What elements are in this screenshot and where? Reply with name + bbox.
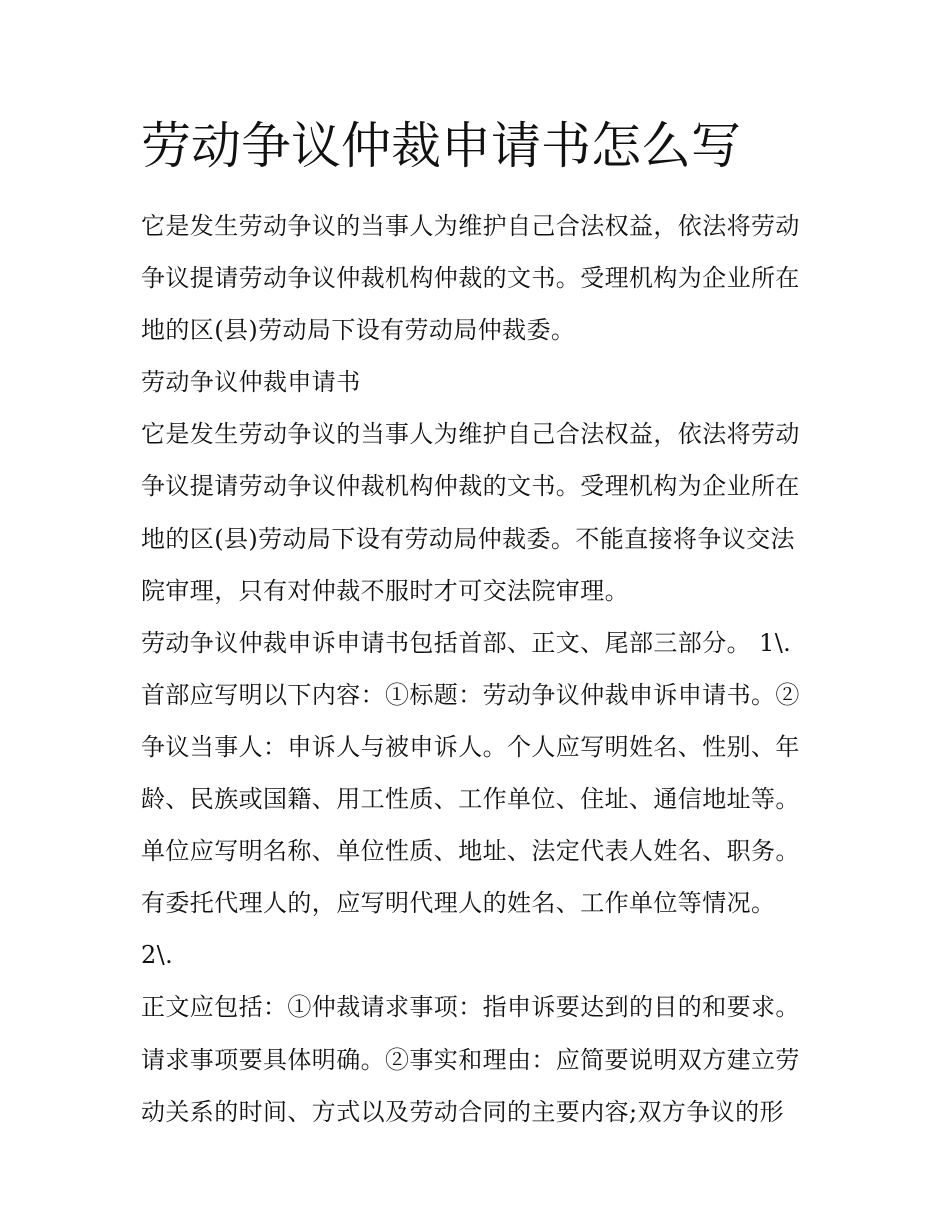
body-line: 劳动争议仲裁申诉申请书包括首部、正文、尾部三部分。 1\. bbox=[141, 628, 792, 657]
body-line: 地的区(县)劳动局下设有劳动局仲裁委。 bbox=[141, 316, 576, 345]
body-line: 院审理，只有对仲裁不服时才可交法院审理。 bbox=[141, 576, 629, 605]
body-line: 它是发生劳动争议的当事人为维护自己合法权益，依法将劳动 bbox=[141, 212, 800, 240]
body-line: 它是发生劳动争议的当事人为维护自己合法权益，依法将劳动 bbox=[141, 420, 800, 449]
body-line: 龄、民族或国籍、用工性质、工作单位、住址、通信地址等。 bbox=[141, 785, 800, 814]
document-title: 劳动争议仲裁申请书怎么写 bbox=[141, 117, 741, 175]
body-line: 正文应包括：①仲裁请求事项：指申诉要达到的目的和要求。 bbox=[141, 993, 800, 1022]
section-heading: 劳动争议仲裁申请书 bbox=[141, 368, 361, 397]
body-line: 首部应写明以下内容：①标题：劳动争议仲裁申诉申请书。② bbox=[141, 680, 800, 709]
body-line: 有委托代理人的，应写明代理人的姓名、工作单位等情况。 bbox=[141, 889, 776, 918]
body-line: 争议提请劳动争议仲裁机构仲裁的文书。受理机构为企业所在 bbox=[141, 472, 800, 501]
body-line: 单位应写明名称、单位性质、地址、法定代表人姓名、职务。 bbox=[141, 837, 800, 866]
body-line: 2\. bbox=[141, 941, 174, 970]
body-line: 请求事项要具体明确。②事实和理由：应简要说明双方建立劳 bbox=[141, 1045, 800, 1074]
body-line: 争议当事人：申诉人与被申诉人。个人应写明姓名、性别、年 bbox=[141, 732, 800, 761]
body-line: 争议提请劳动争议仲裁机构仲裁的文书。受理机构为企业所在 bbox=[141, 264, 800, 293]
document-body bbox=[141, 200, 821, 1138]
body-line: 地的区(县)劳动局下设有劳动局仲裁委。不能直接将争议交法 bbox=[141, 524, 795, 553]
body-line: 动关系的时间、方式以及劳动合同的主要内容;双方争议的形 bbox=[141, 1097, 784, 1126]
